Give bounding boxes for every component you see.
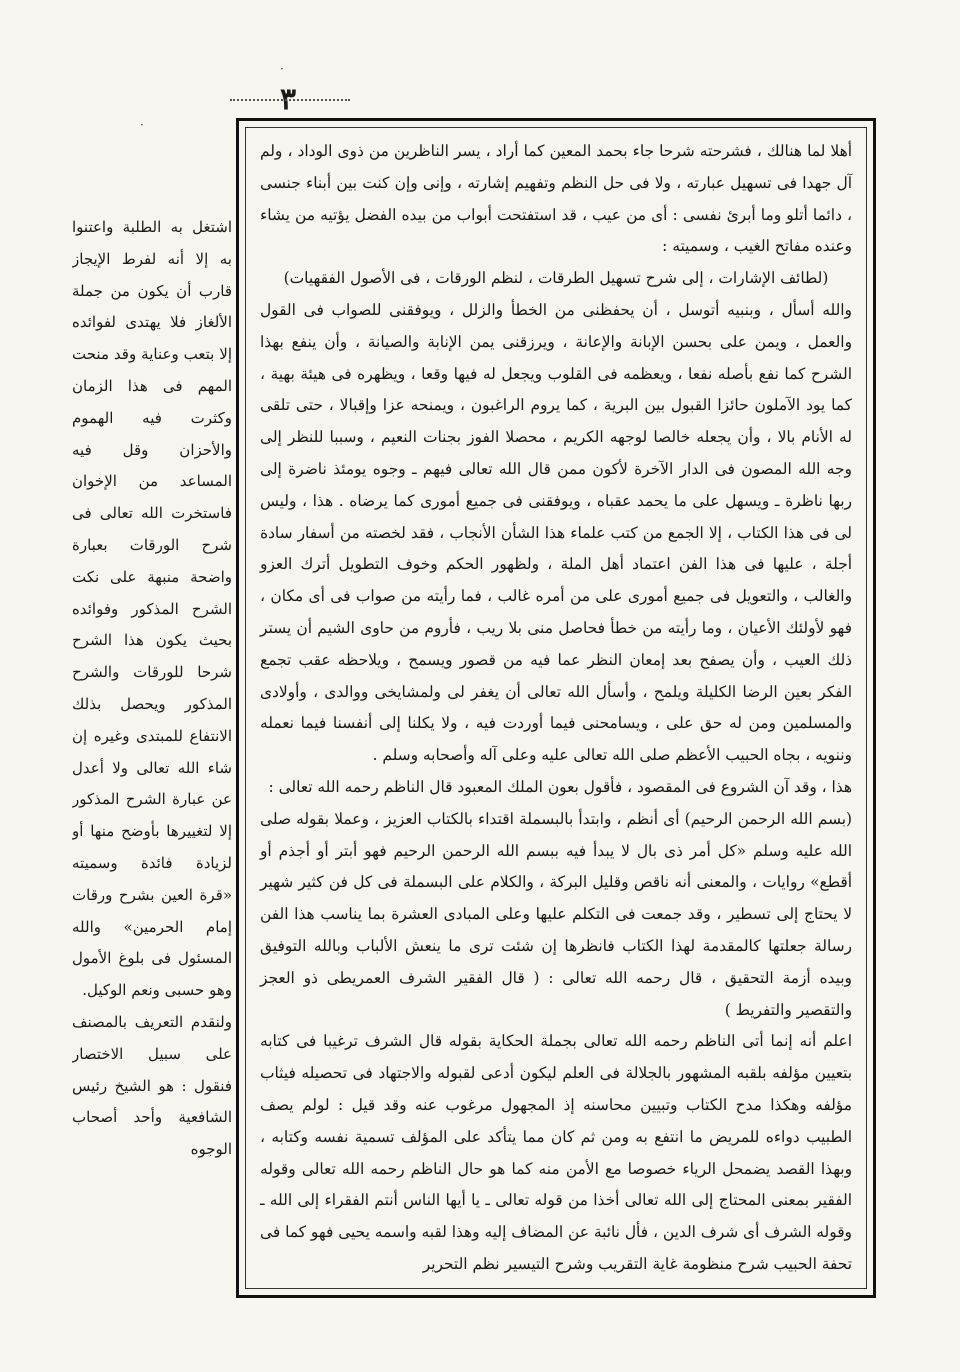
book-title-line: (لطائف الإشارات ، إلى شرح تسهيل الطرقات ، لنظم الورقات ، فى الأصول الفقهيات): [283, 269, 829, 288]
main-paragraph: أهلا لما هنالك ، فشرحته شرحا جاء بحمد المعين كما أراد ، يسر الناظرين من ذوى الوداد ، ولم آل جهدا فى تسهيل عبارته ، ولا فى حل النظم وتفهيم إشارته ، وإنى وإن كنت بين أبناء جنسى ، دائما أتلو وما أبرئ نفسى : أى من عيب ، قد استفتحت أبواب من بيده الفضل يؤتيه من يشاء وعنده مفاتح الغيب ، وسميته :: [260, 142, 852, 256]
header-rule: [230, 99, 350, 101]
margin-commentary: [72, 212, 232, 1212]
scan-mark: ·: [280, 62, 284, 76]
main-paragraph: (بسم الله الرحمن الرحيم) أى أنظم ، وابتدأ بالبسملة اقتداء بالكتاب العزيز ، وعملا بقوله صلى الله عليه وسلم «كل أمر ذى بال لا يبدأ فيه ببسم الله الرحمن الرحيم فهو أبتر أو أجذم أو أقطع» روايات ، والمعنى أنه ناقص وقليل البركة ، والكلام على البسملة فى كل فن كثير شهير لا يحتاج إلى تسطير ، وقد جمعت فى التكلم عليها وعلى المبادى العشرة بما يناسب هذا الفن رسالة جعلتها كالمقدمة لهذا الكتاب فانظرها إن شئت ترى ما ينعش الألباب وبالله التوفيق وبيده أزمة التحقيق ، قال رحمه الله تعالى : ( قال الفقير الشرف العمريطى ذو العجز والتقصير والتفريط ): [260, 809, 852, 1019]
main-paragraph: اعلم أنه إنما أتى الناظم رحمه الله تعالى بجملة الحكاية بقوله قال الشرف ترغيبا فى كتابه بتعيين مؤلفه بلقبه المشهور بالجلالة فى العلم ليكون أدعى لقبوله والاجتهاد فى تحصيله فيثاب مؤلفه وهكذا مدح الكتاب وتبيين محاسنه إذ المجهول مرغوب عنه وقد قيل : لولم يصف الطبيب دواءه للمريض ما انتفع به ومن ثم كان مما يتأكد على المؤلف تسمية نفسه وكتابه ، وبهذا القصد يضمحل الرياء خصوصا مع الأمن منه كما هو حال الناظم رحمه الله تعالى وقوله الفقير بمعنى المحتاج إلى الله تعالى أخذا من قوله تعالى ـ يا أيها الناس أنتم الفقراء إلى الله ـ وقوله الشرف أى شرف الدين ، فأل نائبة عن المضاف إليه وهذا لقبه واسمه يحيى فهو كما فى تحفة الحبيب شرح منظومة غاية التقريب وشرح التيسير نظم التحرير: [260, 1032, 852, 1273]
scan-mark: ·: [140, 118, 144, 132]
main-commentary: [246, 128, 866, 1281]
main-paragraph: هذا ، وقد آن الشروع فى المقصود ، فأقول بعون الملك المعبود قال الناظم رحمه الله تعالى :: [268, 777, 852, 796]
main-text-inner-border: [245, 127, 867, 1289]
margin-paragraph: ولنقدم التعريف بالمصنف على سبيل الاختصار فنقول : هو الشيخ رئيس الشافعية وأحد أصحاب الوجوه: [72, 1012, 232, 1159]
main-text-frame: [236, 118, 876, 1298]
main-paragraph: والله أسأل ، وبنبيه أتوسل ، أن يحفظنى من الخطأ والزلل ، ويوفقنى للصواب فى القول والعمل ، ويمن على بحسن الإبانة والإعانة ، ويرزقنى يمن الإنابة والصيانة ، وأن ينفع بهذا الشرح كما نفع بأصله نفعا ، ويعظمه فى القلوب ويجعل له فيها وقعا ، ويظهره فى هيئة بهية ، كما يود الآملون حائزا القبول بين البرية ، كما يروم الراغبون ، ويمنحه عزا وإقبالا ، حتى تلقى له الأنام بالا ، وأن يجعله خالصا لوجهه الكريم ، محصلا الفوز بجنات النعيم ، وسببا للنظر إلى وجه الله المصون فى الدار الآخرة لأكون ممن قال الله تعالى فيهم ـ وجوه يومئذ ناضرة إلى ربها ناظرة ـ ويسهل على ما يحمد عقباه ، ويوفقنى فى جميع أمورى كما يرضاه . هذا ، وليس لى فى هذا الكتاب ، إلا الجمع من كتب علماء هذا الشأن الأنجاب ، فقد لخصته من أسفار سادة أجلة ، عليها فى هذا الفن اعتماد أهل الملة ، ولظهور الحكم وخوف التطويل أترك العزو والغالب ، والتعويل فى جميع أمورى على من أمره غالب ، فما رأيته من صواب فى أى مكان ، فهو لأولئك الأعيان ، وما رأيته من خطأ فحاصل منى بلا ريب ، فأروم من حاوى الشيم أن يستر ذلك العيب ، وأن يصفح بعد إمعان النظر عما فيه من قصور ويسمح ، ويلاحظه عقب تجمع الفكر بعين الرضا الكليلة ويلمح ، وأسأل الله تعالى أن يغفر لى ولمشايخى ووالدى ، وأولادى والمسلمين ومن له حق على ، ويسامحنى فيما أوردت فيه ، ولا يكلنا إلى أنفسنا فيما نعمله وننويه ، بجاه الحبيب الأعظم صلى الله تعالى عليه وعلى آله وأصحابه وسلم .: [260, 300, 852, 765]
page-number: ٣: [279, 82, 297, 117]
margin-paragraph: اشتغل به الطلبة واعتنوا به إلا أنه لفرط الإيجاز قارب أن يكون من جملة الألغاز فلا يهتدى لفوائده إلا بتعب وعناية وقد منحت المهم فى هذا الزمان وكثرت فيه الهموم والأحزان وقل فيه المساعد من الإخوان فاستخرت الله تعالى فى شرح الورقات بعبارة واضحة منبهة على نكت الشرح المذكور وفوائده بحيث يكون هذا الشرح شرحا للورقات والشرح المذكور ويحصل بذلك الانتفاع للمبتدى وغيره إن شاء الله تعالى ولا أعدل عن عبارة الشرح المذكور إلا لتغييرها بأوضح منها أو لزيادة فائدة وسميته «قرة العين بشرح ورقات إمام الحرمين» والله المسئول فى بلوغ الأمول وهو حسبى ونعم الوكيل.: [72, 218, 232, 1000]
